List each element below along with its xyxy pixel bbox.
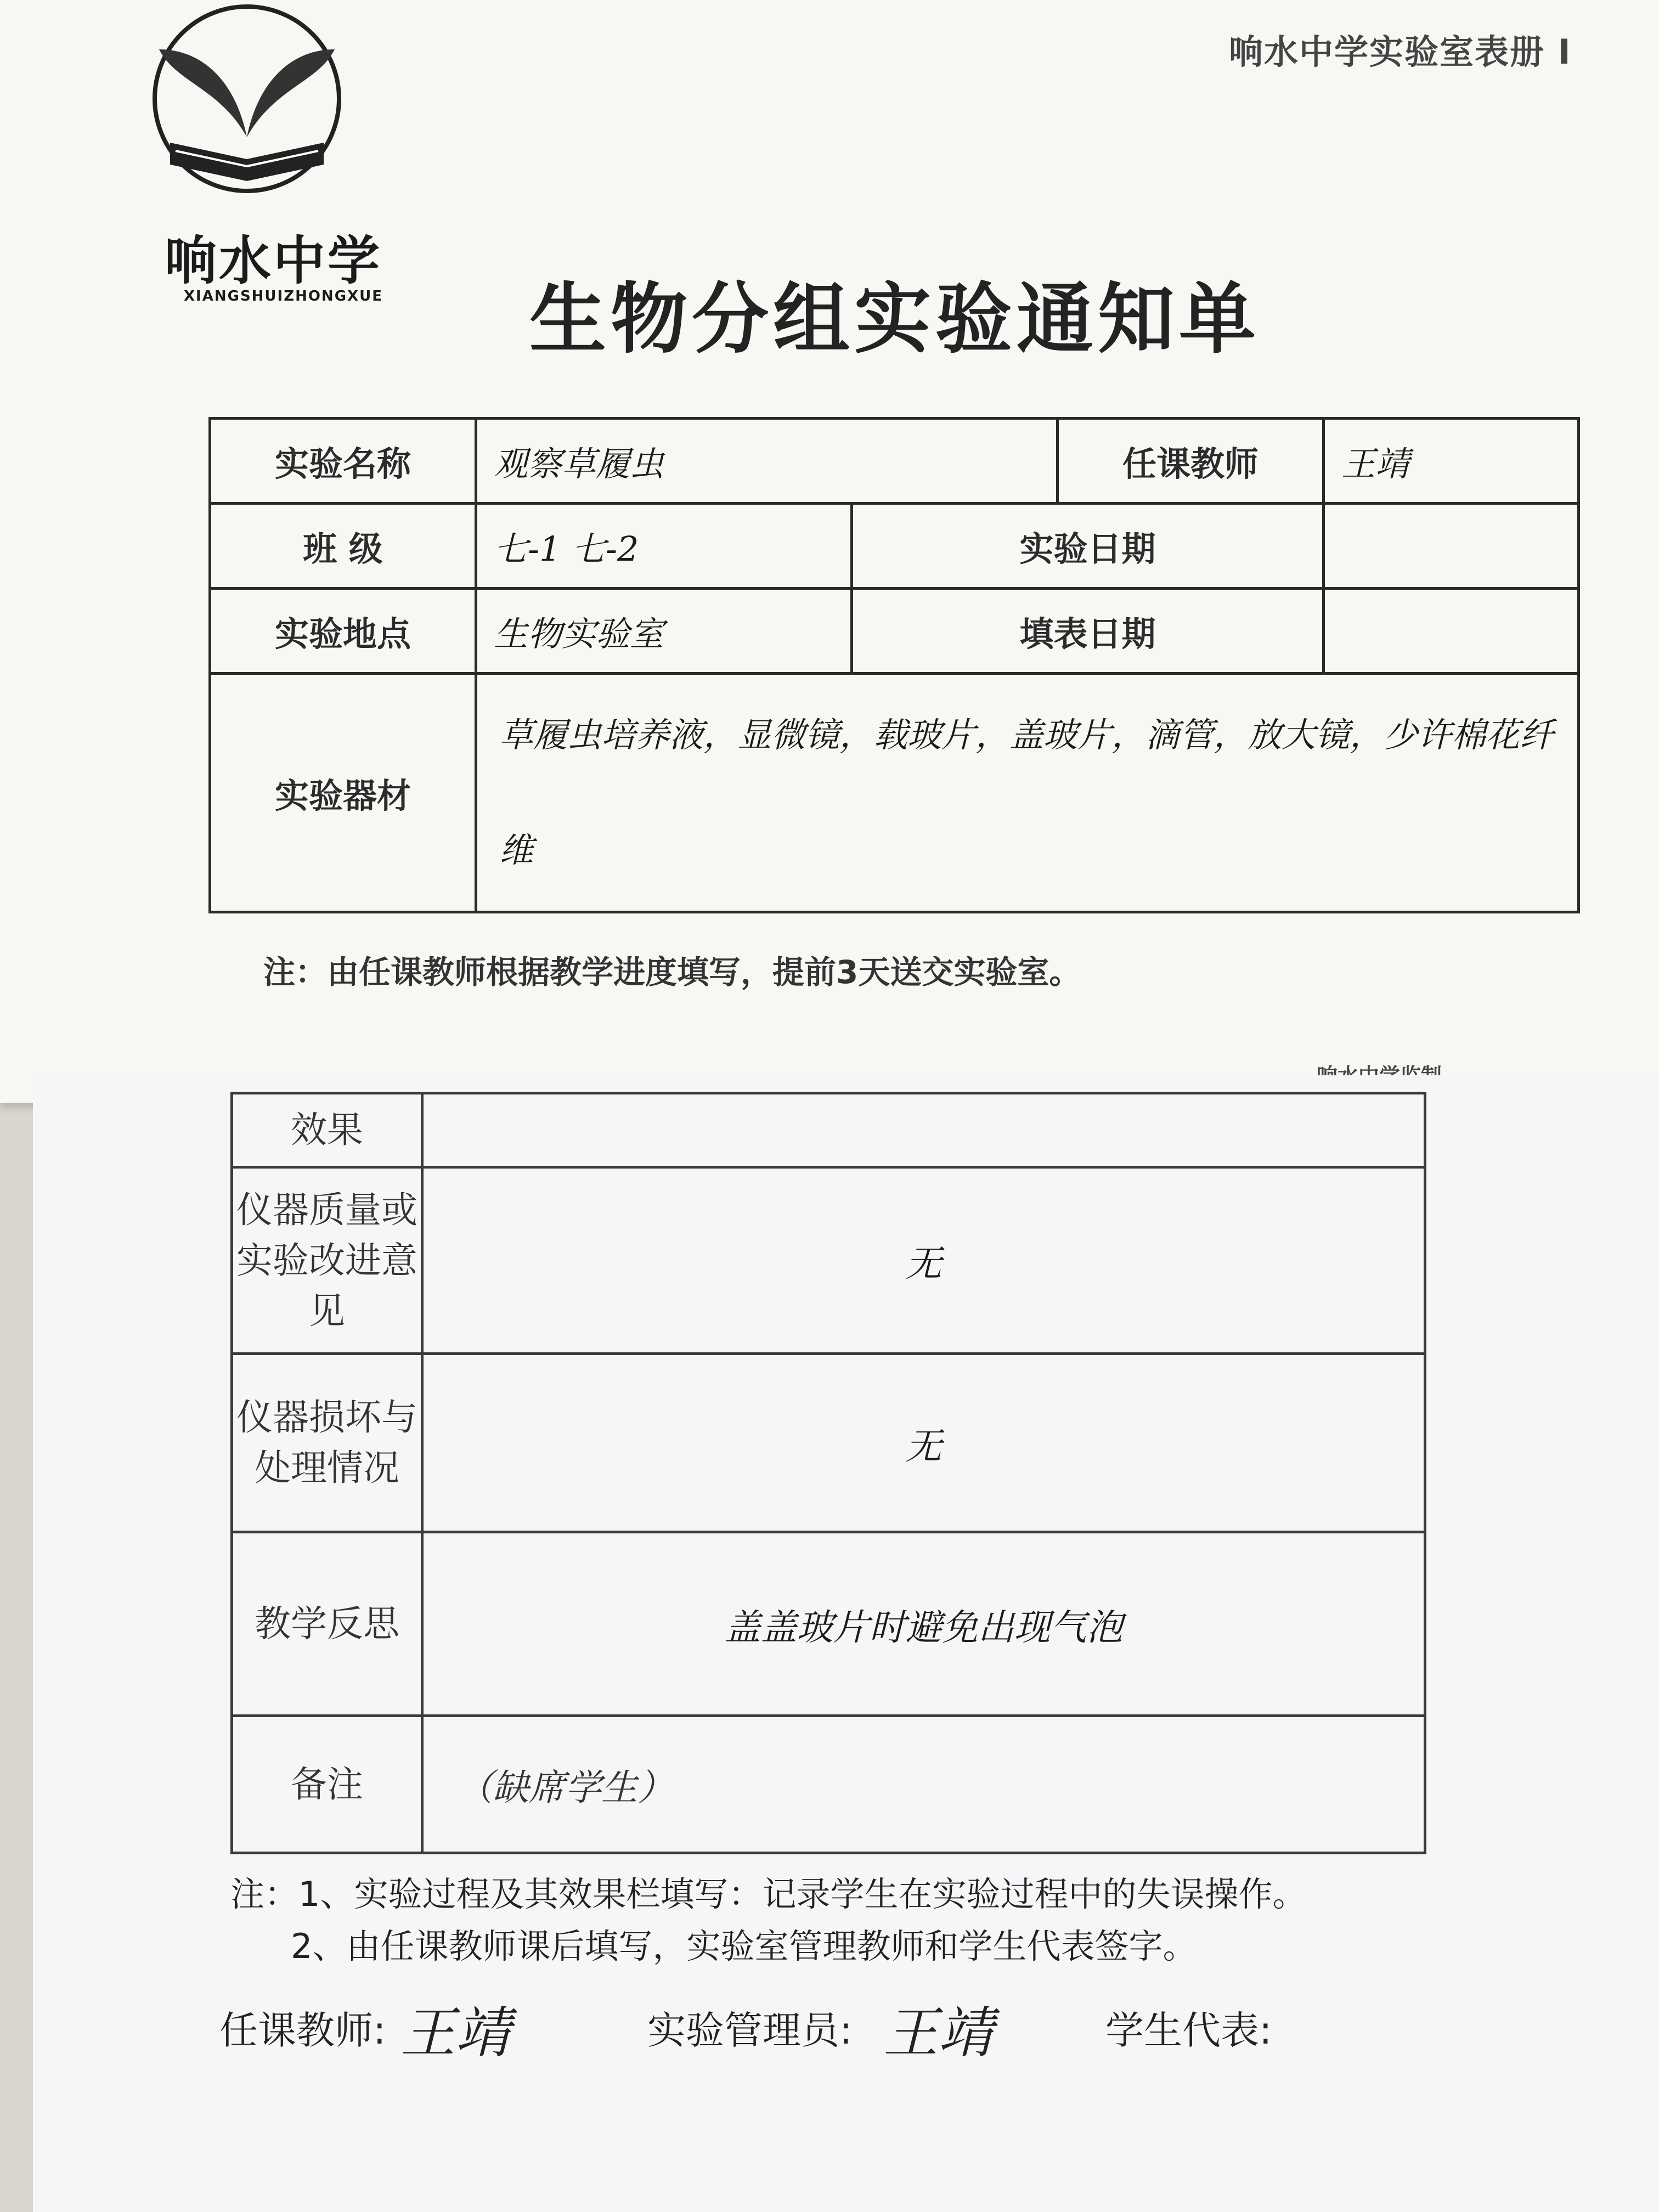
- damage-label: 仪器损坏与处理情况: [232, 1354, 422, 1532]
- teacher-sign-label: 任课教师:: [219, 2008, 386, 2053]
- equipment-value: 草履虫培养液，显微镜，载玻片，盖玻片，滴管，放大镜，少许棉花纤维: [476, 674, 1579, 912]
- admin-signature: 王靖: [883, 2001, 993, 2065]
- experiment-name-label: 实验名称: [210, 419, 476, 504]
- top-note: 注：由任课教师根据教学进度填写，提前3天送交实验室。: [263, 953, 1081, 991]
- teacher-value: 王靖: [1324, 419, 1579, 504]
- remarks-value: （缺席学生）: [422, 1716, 1425, 1853]
- location-value: 生物实验室: [476, 589, 852, 674]
- location-label: 实验地点: [210, 589, 476, 674]
- teacher-signature: 王靖: [400, 2001, 510, 2065]
- footnotes: [230, 1868, 1306, 1972]
- damage-value: 无: [422, 1354, 1425, 1532]
- quality-value: 无: [422, 1167, 1425, 1354]
- exp-date-label: 实验日期: [852, 504, 1324, 589]
- document-title: 生物分组实验通知单: [529, 275, 1261, 364]
- feedback-table: [230, 1092, 1426, 1854]
- reflection-value: 盖盖玻片时避免出现气泡: [422, 1532, 1425, 1716]
- remarks-label: 备注: [232, 1716, 422, 1853]
- footnote-1: 注：1、实验过程及其效果栏填写：记录学生在实验过程中的失误操作。: [230, 1874, 1307, 1914]
- admin-sign-label: 实验管理员:: [647, 2008, 853, 2053]
- table-row: [210, 589, 1579, 674]
- school-logo-icon: [137, 0, 357, 203]
- fill-date-value: [1324, 589, 1579, 674]
- reflection-label: 教学反思: [232, 1532, 422, 1716]
- volume-title: 响水中学实验室表册 I: [1229, 32, 1572, 72]
- table-row: [232, 1532, 1425, 1716]
- student-sign-label: 学生代表:: [1105, 2008, 1272, 2053]
- school-name: 响水中学: [165, 231, 382, 291]
- notice-table: [208, 417, 1580, 913]
- class-label: 班 级: [210, 504, 476, 589]
- table-row: [232, 1716, 1425, 1853]
- table-row: [232, 1093, 1425, 1167]
- table-row: [232, 1167, 1425, 1354]
- table-row: [210, 674, 1579, 912]
- table-row: [210, 504, 1579, 589]
- teacher-label: 任课教师: [1058, 419, 1324, 504]
- school-pinyin: XIANGSHUIZHONGXUE: [184, 288, 383, 304]
- table-row: [232, 1354, 1425, 1532]
- fill-date-label: 填表日期: [852, 589, 1324, 674]
- notice-sheet: [0, 0, 1659, 1103]
- footnote-2: 2、由任课教师课后填写，实验室管理教师和学生代表签字。: [291, 1926, 1197, 1966]
- exp-date-value: [1324, 504, 1579, 589]
- class-value: 七-1 七-2: [476, 504, 852, 589]
- equipment-label: 实验器材: [210, 674, 476, 912]
- effect-value: [422, 1093, 1425, 1167]
- experiment-name-value: 观察草履虫: [476, 419, 1058, 504]
- quality-label: 仪器质量或实验改进意见: [232, 1167, 422, 1354]
- table-row: [210, 419, 1579, 504]
- effect-label: 效果: [232, 1093, 422, 1167]
